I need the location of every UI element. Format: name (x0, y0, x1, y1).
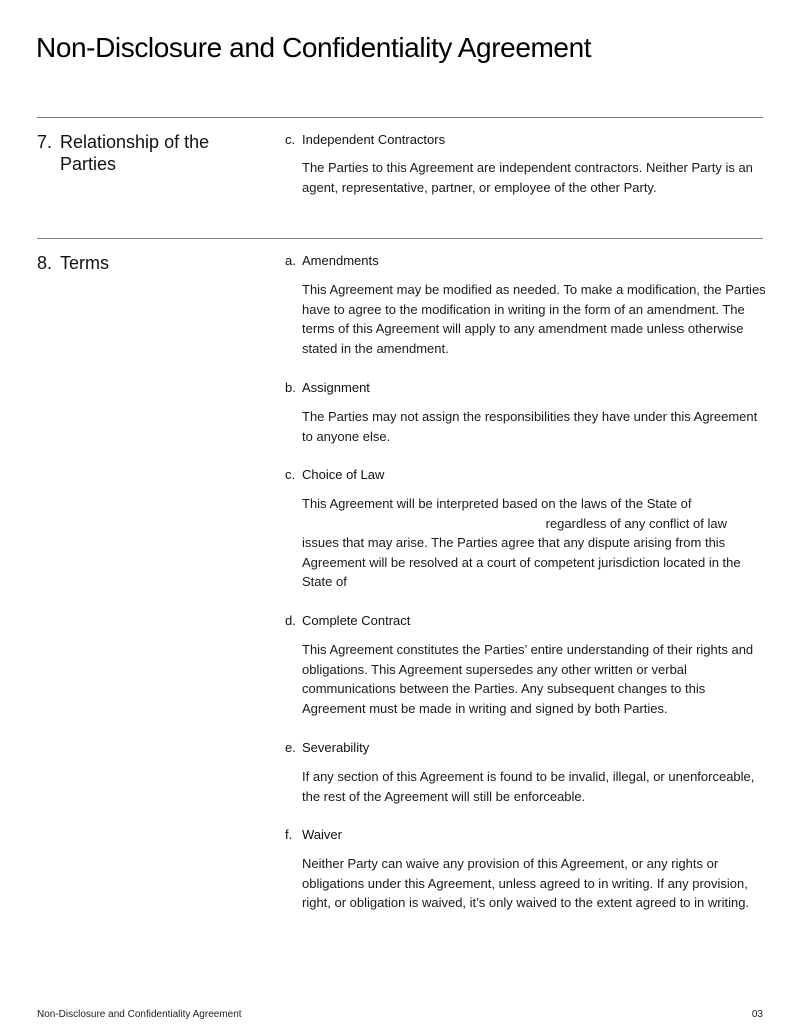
clause-heading (285, 379, 770, 397)
clause-letter: d. (285, 613, 296, 628)
section-heading-terms (37, 252, 237, 274)
clause-letter: e. (285, 740, 296, 755)
section-divider (37, 238, 763, 239)
clause-body (302, 767, 767, 806)
clause-heading (285, 739, 770, 757)
clause-letter: c. (285, 467, 296, 482)
clause-text: The Parties may not assign the responsibilities they have under this Agreement to anyone else. (302, 409, 758, 444)
footer-document-name: Non-Disclosure and Confidentiality Agreement (37, 1009, 242, 1020)
section-number: 7. (37, 132, 53, 152)
clause-body (302, 494, 767, 592)
clause-letter: a. (285, 253, 296, 268)
clause-text-part2: regardless of any conflict of law issues that may arise. The Parties agree that any dispute arising from this Agreement will be resolved at a court of competent jurisdiction located in the State of (302, 515, 741, 590)
clause-title: Independent Contractors (302, 132, 446, 147)
clause-body (302, 640, 767, 718)
clause-text: The Parties to this Agreement are independent contractors. Neither Party is an agent, representative, partner, or employee of the other Party. (302, 160, 753, 195)
section-label: Relationship of the Parties (60, 132, 210, 174)
clause-assignment (285, 379, 770, 446)
section-number: 8. (37, 253, 53, 273)
clause-text: Neither Party can waive any provision of this Agreement, or any rights or obligations under this Agreement, unless agreed to in writing. If any provision, right, or obligation is waived, it’s only waived to the extent agreed to in writing. (302, 856, 750, 911)
clause-title: Complete Contract (302, 613, 411, 628)
clause-independent-contractors (285, 131, 770, 197)
footer-page-number: 03 (751, 1009, 763, 1020)
clause-complete-contract (285, 612, 770, 718)
clause-text-part1: This Agreement will be interpreted based on the laws of the State of (302, 496, 692, 511)
clause-text: This Agreement constitutes the Parties’ entire understanding of their rights and obligations. This Agreement supersedes any other written or verbal communications between the Parties. Any subsequent changes to this Agreement must be made in writing and signed by both Parties. (302, 642, 754, 716)
section-label: Terms (60, 253, 109, 273)
clause-body (302, 407, 767, 446)
clause-body (302, 158, 767, 197)
clause-text: If any section of this Agreement is found to be invalid, illegal, or unenforceable, the rest of the Agreement will still be enforceable. (302, 769, 755, 804)
section-heading-relationship (37, 131, 237, 175)
clause-title: Severability (302, 740, 370, 755)
clause-title: Amendments (302, 253, 379, 268)
clause-title: Waiver (302, 827, 342, 842)
section-divider (37, 117, 763, 118)
clause-text: This Agreement may be modified as needed. To make a modification, the Parties have to agree to the modification in writing in the form of an amendment. The terms of this Agreement will apply to any amendment made unless otherwise stated in the amendment. (302, 282, 766, 356)
clause-letter: c. (285, 132, 296, 147)
clause-letter: b. (285, 380, 296, 395)
clause-severability (285, 739, 770, 806)
clause-letter: f. (285, 827, 293, 842)
clause-title: Assignment (302, 380, 370, 395)
clause-amendments (285, 252, 770, 358)
clause-heading (285, 826, 770, 844)
clause-waiver (285, 826, 770, 913)
clause-title: Choice of Law (302, 467, 385, 482)
state-blank-field[interactable] (302, 527, 542, 528)
document-title: Non-Disclosure and Confidentiality Agreement (36, 32, 592, 63)
clause-heading (285, 466, 770, 484)
clause-body (302, 280, 767, 358)
clause-text (302, 494, 767, 592)
clause-heading (285, 131, 770, 149)
clause-heading (285, 252, 770, 270)
clause-choice-of-law (285, 466, 770, 592)
clause-heading (285, 612, 770, 630)
clause-body (302, 854, 772, 913)
